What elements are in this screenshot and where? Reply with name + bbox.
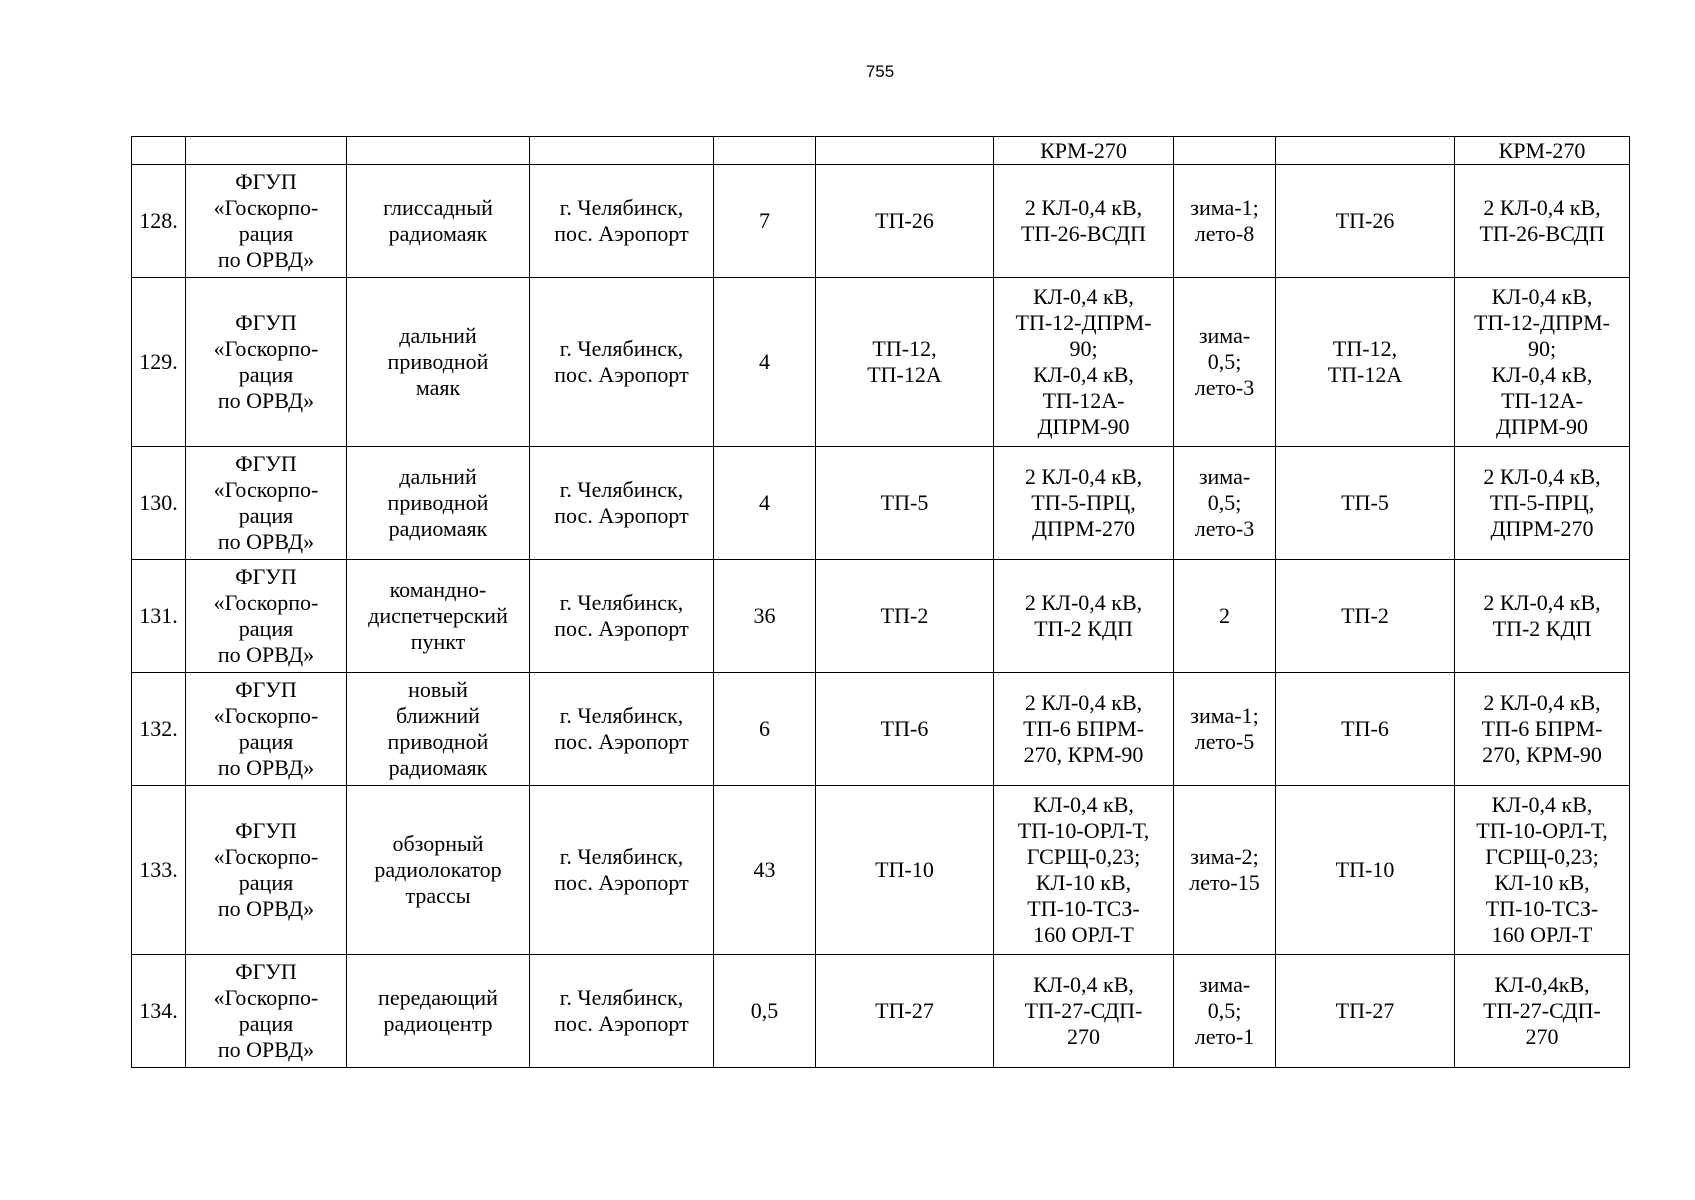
lines-2-cell: КЛ-0,4 кВ, ТП-12-ДПРМ- 90; КЛ-0,4 кВ, ТП-12А- ДПРМ-90 <box>1455 278 1630 447</box>
table-cell <box>1174 137 1276 165</box>
address-cell: г. Челябинск, пос. Аэропорт <box>530 447 714 560</box>
object-cell: обзорный радиолокатор трассы <box>347 786 530 955</box>
organization-cell: ФГУП «Госкорпо- рация по ОРВД» <box>186 673 347 786</box>
object-cell: передающий радиоцентр <box>347 955 530 1068</box>
row-number: 130. <box>132 447 186 560</box>
season-cell: зима-2; лето-15 <box>1174 786 1276 955</box>
substation-2-cell: ТП-27 <box>1276 955 1455 1068</box>
row-number: 131. <box>132 560 186 673</box>
lines-2-cell: 2 КЛ-0,4 кВ, ТП-26-ВСДП <box>1455 165 1630 278</box>
lines-2-cell: КЛ-0,4 кВ, ТП-10-ОРЛ-Т, ГСРЩ-0,23; КЛ-10 кВ, ТП-10-ТСЗ- 160 ОРЛ-Т <box>1455 786 1630 955</box>
season-cell: зима-1; лето-5 <box>1174 673 1276 786</box>
season-cell: зима-1; лето-8 <box>1174 165 1276 278</box>
object-cell: дальний приводной маяк <box>347 278 530 447</box>
substation-cell: ТП-6 <box>816 673 994 786</box>
table-row <box>132 278 1630 447</box>
row-number: 129. <box>132 278 186 447</box>
page-number: 755 <box>865 62 895 81</box>
table-cell <box>714 137 816 165</box>
substation-2-cell: ТП-2 <box>1276 560 1455 673</box>
organization-cell: ФГУП «Госкорпо- рация по ОРВД» <box>186 165 347 278</box>
power-cell: 0,5 <box>714 955 816 1068</box>
organization-cell: ФГУП «Госкорпо- рация по ОРВД» <box>186 786 347 955</box>
table-body <box>132 137 1630 1068</box>
table-cell <box>1276 137 1455 165</box>
lines-2-cell: 2 КЛ-0,4 кВ, ТП-2 КДП <box>1455 560 1630 673</box>
object-cell: новый ближний приводной радиомаяк <box>347 673 530 786</box>
lines-2-cell: 2 КЛ-0,4 кВ, ТП-6 БПРМ- 270, КРМ-90 <box>1455 673 1630 786</box>
lines-cell: КЛ-0,4 кВ, ТП-12-ДПРМ- 90; КЛ-0,4 кВ, ТП-12А- ДПРМ-90 <box>994 278 1174 447</box>
continuation-row <box>132 137 1630 165</box>
lines-cell: КЛ-0,4 кВ, ТП-10-ОРЛ-Т, ГСРЩ-0,23; КЛ-10 кВ, ТП-10-ТСЗ- 160 ОРЛ-Т <box>994 786 1174 955</box>
substation-cell: ТП-27 <box>816 955 994 1068</box>
substation-cell: ТП-12, ТП-12А <box>816 278 994 447</box>
table-row <box>132 673 1630 786</box>
lines-cell: 2 КЛ-0,4 кВ, ТП-2 КДП <box>994 560 1174 673</box>
substation-cell: ТП-5 <box>816 447 994 560</box>
address-cell: г. Челябинск, пос. Аэропорт <box>530 955 714 1068</box>
substation-cell: ТП-2 <box>816 560 994 673</box>
table-row <box>132 447 1630 560</box>
table-cell: КРМ-270 <box>1455 137 1630 165</box>
substation-2-cell: ТП-6 <box>1276 673 1455 786</box>
substation-2-cell: ТП-5 <box>1276 447 1455 560</box>
table-cell <box>816 137 994 165</box>
substation-2-cell: ТП-10 <box>1276 786 1455 955</box>
row-number: 132. <box>132 673 186 786</box>
data-table <box>131 136 1630 1068</box>
power-cell: 6 <box>714 673 816 786</box>
power-cell: 36 <box>714 560 816 673</box>
season-cell: зима- 0,5; лето-3 <box>1174 278 1276 447</box>
substation-2-cell: ТП-26 <box>1276 165 1455 278</box>
address-cell: г. Челябинск, пос. Аэропорт <box>530 673 714 786</box>
organization-cell: ФГУП «Госкорпо- рация по ОРВД» <box>186 278 347 447</box>
table-row <box>132 786 1630 955</box>
address-cell: г. Челябинск, пос. Аэропорт <box>530 278 714 447</box>
power-cell: 4 <box>714 278 816 447</box>
address-cell: г. Челябинск, пос. Аэропорт <box>530 560 714 673</box>
table-row <box>132 560 1630 673</box>
address-cell: г. Челябинск, пос. Аэропорт <box>530 165 714 278</box>
substation-cell: ТП-26 <box>816 165 994 278</box>
season-cell: зима- 0,5; лето-3 <box>1174 447 1276 560</box>
lines-2-cell: 2 КЛ-0,4 кВ, ТП-5-ПРЦ, ДПРМ-270 <box>1455 447 1630 560</box>
row-number: 134. <box>132 955 186 1068</box>
substation-2-cell: ТП-12, ТП-12А <box>1276 278 1455 447</box>
table-row <box>132 165 1630 278</box>
row-number: 128. <box>132 165 186 278</box>
power-cell: 43 <box>714 786 816 955</box>
row-number: 133. <box>132 786 186 955</box>
organization-cell: ФГУП «Госкорпо- рация по ОРВД» <box>186 447 347 560</box>
object-cell: дальний приводной радиомаяк <box>347 447 530 560</box>
table-cell <box>186 137 347 165</box>
season-cell: зима- 0,5; лето-1 <box>1174 955 1276 1068</box>
table-cell: КРМ-270 <box>994 137 1174 165</box>
lines-cell: 2 КЛ-0,4 кВ, ТП-5-ПРЦ, ДПРМ-270 <box>994 447 1174 560</box>
object-cell: глиссадный радиомаяк <box>347 165 530 278</box>
lines-cell: КЛ-0,4 кВ, ТП-27-СДП- 270 <box>994 955 1174 1068</box>
table-row <box>132 955 1630 1068</box>
organization-cell: ФГУП «Госкорпо- рация по ОРВД» <box>186 955 347 1068</box>
object-cell: командно- диспетчерский пункт <box>347 560 530 673</box>
address-cell: г. Челябинск, пос. Аэропорт <box>530 786 714 955</box>
table-cell <box>347 137 530 165</box>
table-cell <box>530 137 714 165</box>
substation-cell: ТП-10 <box>816 786 994 955</box>
lines-2-cell: КЛ-0,4кВ, ТП-27-СДП- 270 <box>1455 955 1630 1068</box>
lines-cell: 2 КЛ-0,4 кВ, ТП-6 БПРМ- 270, КРМ-90 <box>994 673 1174 786</box>
table-cell <box>132 137 186 165</box>
season-cell: 2 <box>1174 560 1276 673</box>
lines-cell: 2 КЛ-0,4 кВ, ТП-26-ВСДП <box>994 165 1174 278</box>
power-cell: 7 <box>714 165 816 278</box>
power-cell: 4 <box>714 447 816 560</box>
organization-cell: ФГУП «Госкорпо- рация по ОРВД» <box>186 560 347 673</box>
